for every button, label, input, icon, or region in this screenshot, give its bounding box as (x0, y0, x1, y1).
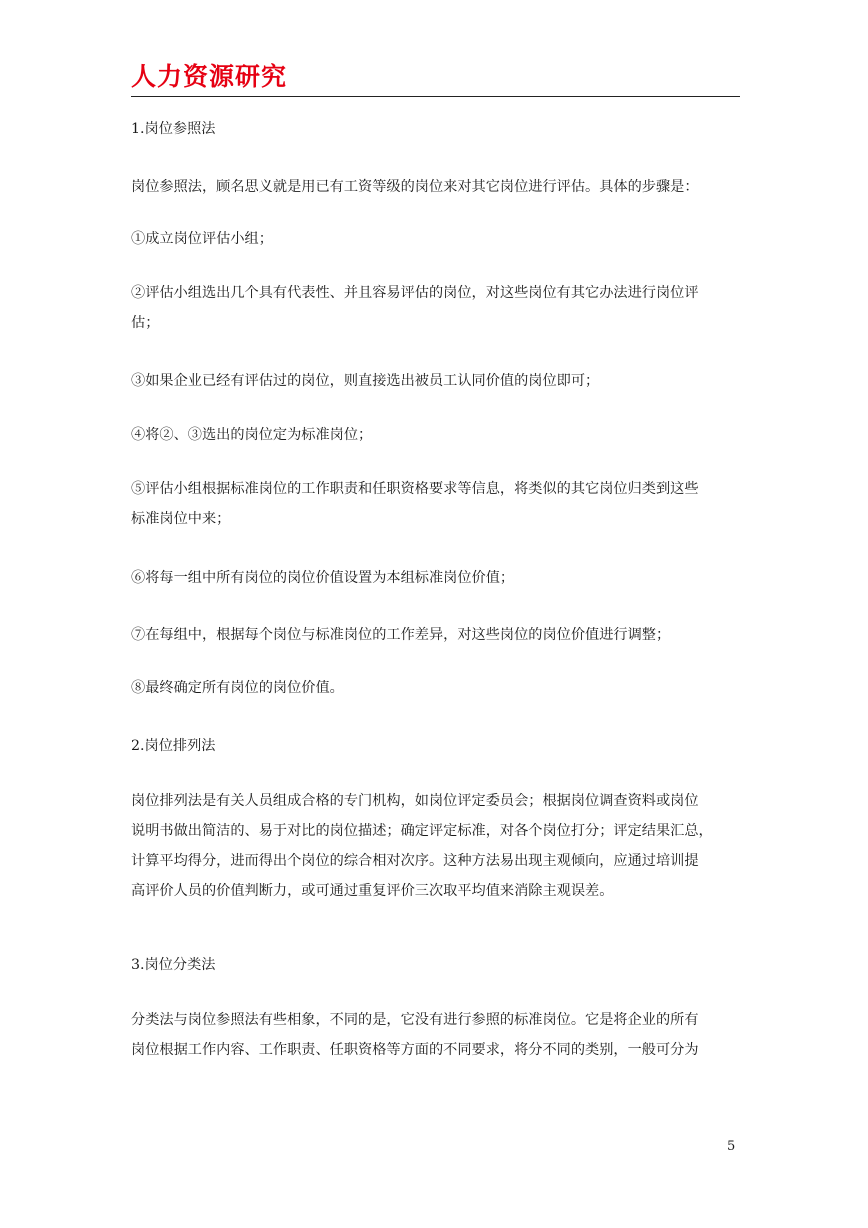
header-divider (131, 96, 740, 97)
step-3: ③如果企业已经有评估过的岗位，则直接选出被员工认同价值的岗位即可； (131, 373, 600, 389)
step-1: ①成立岗位评估小组； (131, 231, 273, 247)
section2-heading: 2.岗位排列法 (131, 738, 216, 754)
step-8: ⑧最终确定所有岗位的岗位价值。 (131, 680, 344, 696)
section2-line-3: 计算平均得分，进而得出个岗位的综合相对次序。这种方法易出现主观倾向，应通过培训提 (131, 853, 699, 869)
step-4: ④将②、③选出的岗位定为标准岗位； (131, 427, 373, 443)
section1-intro: 岗位参照法，顾名思义就是用已有工资等级的岗位来对其它岗位进行评估。具体的步骤是： (131, 179, 699, 195)
section2-body (131, 786, 740, 906)
header-title: 人力资源研究 (131, 62, 288, 91)
step-7: ⑦在每组中，根据每个岗位与标准岗位的工作差异，对这些岗位的岗位价值进行调整； (131, 627, 671, 643)
page-number: 5 (727, 1139, 736, 1154)
section2-line-2: 说明书做出简洁的、易于对比的岗位描述；确定评定标准，对各个岗位打分；评定结果汇总， (131, 823, 713, 839)
step-2-line-1: ②评估小组选出几个具有代表性、并且容易评估的岗位，对这些岗位有其它办法进行岗位评 (131, 285, 699, 301)
section3-heading: 3.岗位分类法 (131, 957, 216, 973)
section3-body (131, 1005, 740, 1065)
section3-line-1: 分类法与岗位参照法有些相象，不同的是，它没有进行参照的标准岗位。它是将企业的所有 (131, 1012, 699, 1028)
section2-line-4: 高评价人员的价值判断力，或可通过重复评价三次取平均值来消除主观误差。 (131, 883, 614, 899)
step-2 (131, 278, 740, 338)
step-5-line-1: ⑤评估小组根据标准岗位的工作职责和任职资格要求等信息，将类似的其它岗位归类到这些 (131, 481, 699, 497)
step-2-line-2: 估； (131, 315, 160, 331)
section2-line-1: 岗位排列法是有关人员组成合格的专门机构，如岗位评定委员会；根据岗位调查资料或岗位 (131, 793, 699, 809)
step-6: ⑥将每一组中所有岗位的岗位价值设置为本组标准岗位价值； (131, 570, 515, 586)
step-5-line-2: 标准岗位中来； (131, 511, 231, 527)
step-5 (131, 474, 740, 534)
section1-heading: 1.岗位参照法 (131, 121, 216, 137)
section3-line-2: 岗位根据工作内容、工作职责、任职资格等方面的不同要求，将分不同的类别，一般可分为 (131, 1042, 699, 1058)
